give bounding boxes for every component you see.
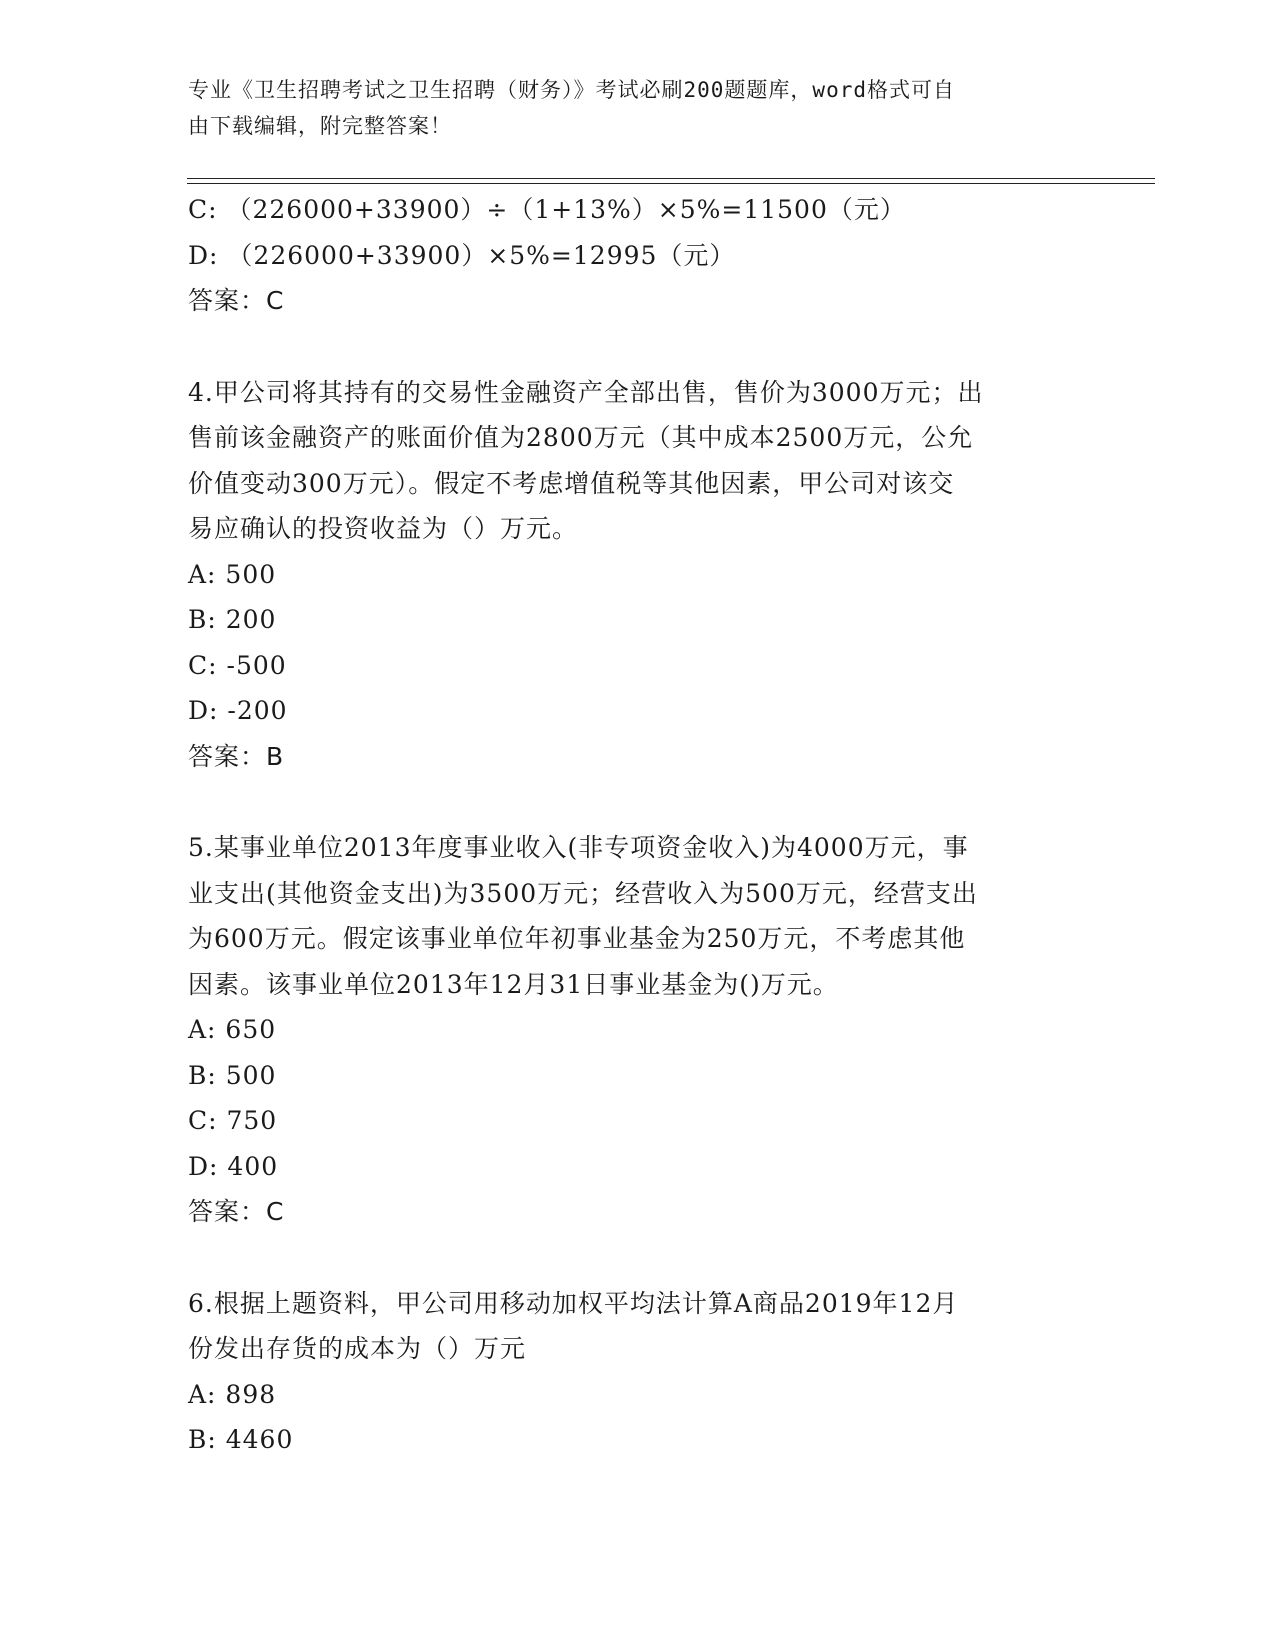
answer: 答案：B [188,741,285,771]
header-divider [187,178,1155,184]
question-content [188,187,1088,1463]
option-a: A: 898 [188,1379,277,1409]
answer: 答案：C [188,286,285,315]
question-5 [188,825,1088,1235]
question-text-line: 因素。该事业单位2013年12月31日事业基金为()万元。 [188,969,839,999]
option-b: B: 200 [188,605,277,634]
option-c: C: （226000+33900）÷（1+13%）×5%=11500（元） [188,195,906,224]
spacer [188,779,1088,825]
option-c: C: 750 [188,1106,278,1135]
question-text-line: 5.某事业单位2013年度事业收入(非专项资金收入)为4000万元，事 [188,833,969,862]
header-title-line-2: 由下载编辑，附完整答案！ [188,114,452,138]
option-a: A: 650 [188,1015,277,1044]
spacer [188,324,1088,370]
page-header [188,72,1068,144]
option-d: D: -200 [188,696,288,725]
header-title-line-1: 专业《卫生招聘考试之卫生招聘（财务）》考试必刷200题题库，word格式可自 [188,78,955,102]
option-a: A: 500 [188,559,277,589]
question-4 [188,370,1088,780]
option-b: B: 4460 [188,1425,294,1454]
question-text-line: 份发出存货的成本为（）万元 [188,1334,527,1363]
question-text-line: 价值变动300万元）。假定不考虑增值税等其他因素，甲公司对该交 [188,468,955,498]
answer: 答案：C [188,1197,285,1226]
question-text-line: 业支出(其他资金支出)为3500万元；经营收入为500万元，经营支出 [188,878,978,908]
question-text-line: 易应确认的投资收益为（）万元。 [188,514,579,543]
option-c: C: -500 [188,650,287,680]
question-text-line: 为600万元。假定该事业单位年初事业基金为250万元，不考虑其他 [188,924,966,953]
option-b: B: 500 [188,1060,277,1090]
previous-question [188,187,1088,324]
question-text-line: 4.甲公司将其持有的交易性金融资产全部出售，售价为3000万元；出 [188,377,984,407]
spacer [188,1235,1088,1281]
option-d: D: 400 [188,1151,279,1181]
option-d: D: （226000+33900）×5%=12995（元） [188,240,736,270]
question-text-line: 6.根据上题资料，甲公司用移动加权平均法计算A商品2019年12月 [188,1288,959,1318]
question-6 [188,1281,1088,1463]
question-text-line: 售前该金融资产的账面价值为2800万元（其中成本2500万元，公允 [188,423,974,452]
